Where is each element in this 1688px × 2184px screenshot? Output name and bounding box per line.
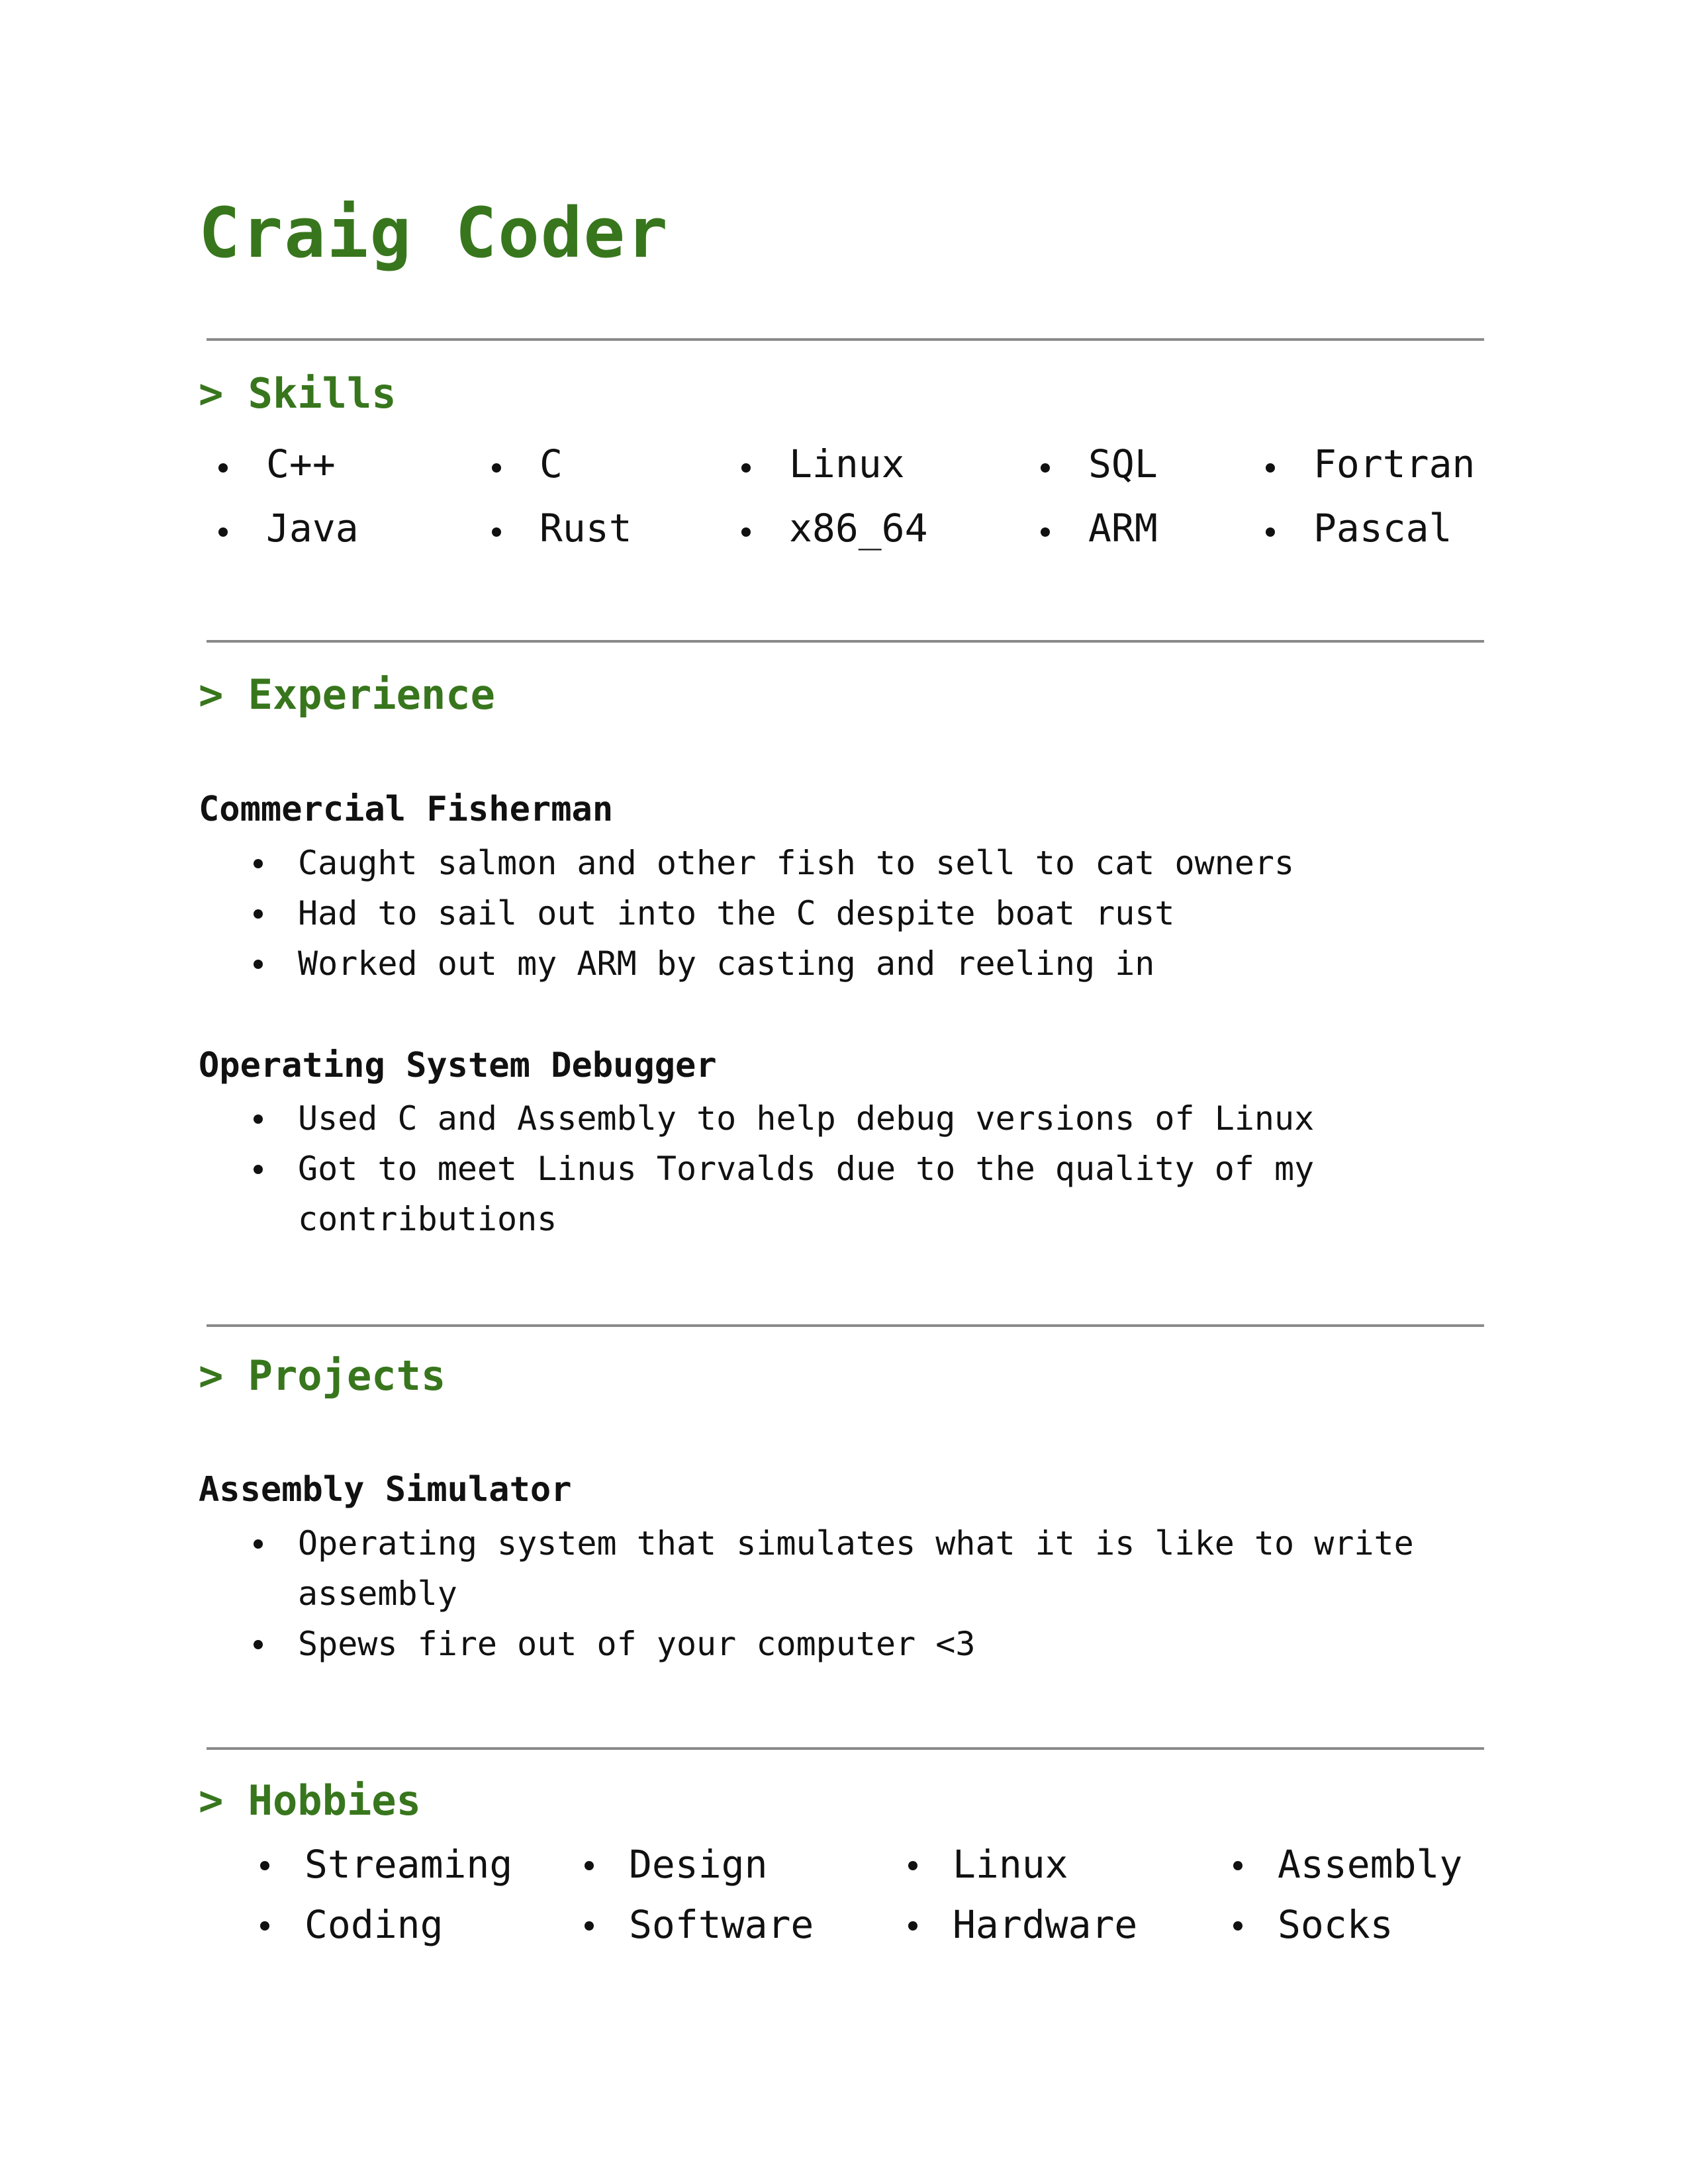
skill-item: ARM [1088,506,1158,551]
skill-item: Fortran [1313,441,1476,486]
bullet-dot [741,527,751,537]
job-bullet: Worked out my ARM by casting and reeling in [298,944,1155,983]
bullet-dot [585,1861,594,1870]
project-title: Assembly Simulator [199,1470,572,1510]
bullet-dot [492,463,501,473]
hobby-item: Software [629,1902,814,1947]
skill-item: SQL [1088,441,1158,486]
bullet-dot [254,1115,263,1124]
section-divider [207,1747,1484,1750]
hobby-item: Streaming [305,1842,513,1887]
skill-item: x86_64 [789,506,928,551]
skill-item: C [539,441,563,486]
bullet-dot [260,1921,269,1931]
resume-name: Craig Coder [199,193,669,273]
skill-item: Java [266,506,359,551]
job-bullet-continuation: contributions [298,1200,557,1238]
bullet-dot [908,1861,917,1870]
bullet-dot [1233,1921,1243,1931]
bullet-dot [585,1921,594,1931]
bullet-dot [254,1539,263,1549]
section-divider [207,640,1484,643]
bullet-dot [218,463,228,473]
job-title: Commercial Fisherman [199,790,614,829]
bullet-dot [260,1861,269,1870]
bullet-dot [492,527,501,537]
bullet-dot [254,909,263,919]
bullet-dot [254,1640,263,1649]
project-bullet: Operating system that simulates what it is like to write [298,1524,1414,1563]
bullet-dot [254,960,263,969]
job-bullet: Had to sail out into the C despite boat rust [298,894,1175,933]
skill-item: Linux [789,441,905,486]
hobby-item: Coding [305,1902,444,1947]
job-bullet: Used C and Assembly to help debug versions of Linux [298,1099,1315,1138]
experience-heading: > Experience [199,670,495,719]
job-bullet: Caught salmon and other fish to sell to cat owners [298,844,1295,882]
section-divider [207,338,1484,341]
skill-item: C++ [266,441,336,486]
project-bullet-continuation: assembly [298,1574,457,1613]
hobby-item: Linux [953,1842,1068,1887]
projects-heading: > Projects [199,1351,446,1400]
hobbies-heading: > Hobbies [199,1776,421,1825]
hobby-item: Hardware [953,1902,1138,1947]
skill-item: Pascal [1313,506,1452,551]
skills-heading: > Skills [199,369,397,418]
bullet-dot [1266,527,1275,537]
bullet-dot [218,527,228,537]
bullet-dot [1041,463,1050,473]
bullet-dot [1233,1861,1243,1870]
bullet-dot [1266,463,1275,473]
bullet-dot [908,1921,917,1931]
project-bullet: Spews fire out of your computer <3 [298,1625,976,1663]
job-title: Operating System Debugger [199,1046,717,1085]
hobby-item: Design [629,1842,768,1887]
skill-item: Rust [539,506,632,551]
section-divider [207,1324,1484,1327]
bullet-dot [254,859,263,868]
bullet-dot [741,463,751,473]
bullet-dot [1041,527,1050,537]
job-bullet: Got to meet Linus Torvalds due to the quality of my [298,1150,1315,1188]
hobby-item: Assembly [1278,1842,1463,1887]
hobby-item: Socks [1278,1902,1393,1947]
bullet-dot [254,1165,263,1174]
